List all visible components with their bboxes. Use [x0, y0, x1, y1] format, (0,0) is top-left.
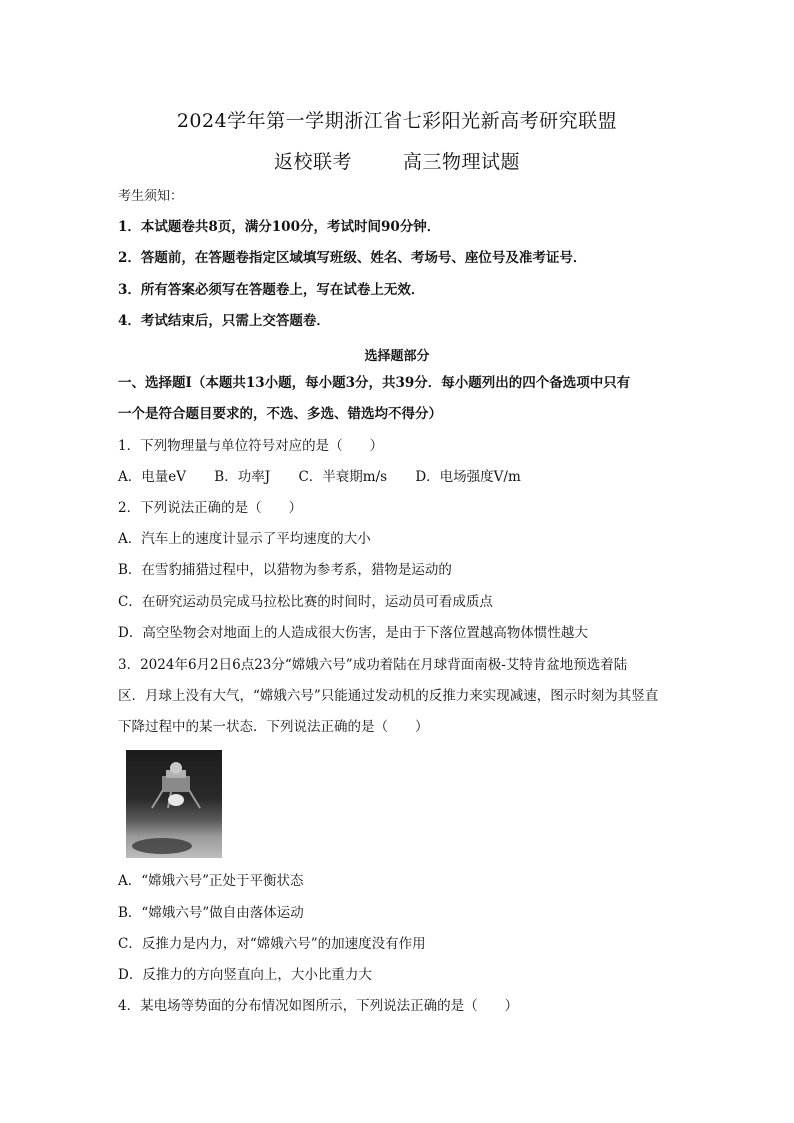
- q2-option-d: D．高空坠物会对地面上的人造成很大伤害，是由于下落位置越高物体惯性越大: [118, 625, 588, 641]
- lunar-lander-illustration: [126, 750, 222, 858]
- q2-option-a: A．汽车上的速度计显示了平均速度的大小: [118, 531, 371, 547]
- lander-leg-left: [152, 790, 163, 808]
- exam-title-line2: [0, 147, 794, 174]
- lander-body: [162, 776, 190, 792]
- q3-stem-line1: 3．2024年6月2日6点23分“嫦娥六号”成功着陆在月球背面南极-艾特肯盆地预选着陆: [118, 657, 628, 673]
- q3-option-d: D．反推力的方向竖直向上，大小比重力大: [118, 967, 372, 983]
- q3-stem-line2: 区．月球上没有大气，“嫦娥六号”只能通过发动机的反推力来实现减速，图示时刻为其竖直: [118, 688, 659, 704]
- q1-options: [118, 468, 545, 486]
- q1-option-d: D．电场强度V/m: [415, 469, 521, 485]
- q3-option-c: C．反推力是内力，对“嫦娥六号”的加速度没有作用: [118, 936, 426, 952]
- thruster-plume: [168, 794, 184, 806]
- lander-antenna: [170, 762, 182, 774]
- q2-option-b: B．在雪豹捕猎过程中，以猎物为参考系，猎物是运动的: [118, 562, 452, 578]
- exam-title-line1: 2024学年第一学期浙江省七彩阳光新高考研究联盟: [176, 110, 618, 132]
- notice-item-1: 1．本试题卷共8页，满分100分，考试时间90分钟．: [118, 219, 441, 235]
- exam-title-right: 高三物理试题: [403, 151, 521, 173]
- q1-option-a: A．电量eV: [118, 469, 186, 485]
- q1-option-b: B．功率J: [214, 469, 271, 485]
- section-title: 选择题部分: [364, 349, 430, 364]
- q2-stem: 2．下列说法正确的是（ ）: [118, 500, 303, 516]
- lunar-lander-photo: [126, 750, 222, 858]
- q4-stem: 4．某电场等势面的分布情况如图所示，下列说法正确的是（ ）: [118, 998, 519, 1014]
- q3-stem-line3: 下降过程中的某一状态．下列说法正确的是（ ）: [118, 719, 429, 735]
- notice-heading: 考生须知：: [118, 189, 184, 204]
- q3-option-b: B．“嫦娥六号”做自由落体运动: [118, 905, 304, 921]
- lander-shadow: [132, 838, 192, 854]
- section-intro-line1: 一、选择题Ⅰ（本题共13小题，每小题3分，共39分．每小题列出的四个备选项中只有: [118, 375, 631, 391]
- q3-option-a: A．“嫦娥六号”正处于平衡状态: [118, 873, 304, 889]
- notice-item-3: 3．所有答案必须写在答题卷上，写在试卷上无效．: [118, 282, 425, 298]
- q1-option-c: C．半衰期m/s: [298, 469, 388, 485]
- notice-item-4: 4．考试结束后，只需上交答题卷．: [118, 313, 330, 329]
- section-intro-line2: 一个是符合题目要求的，不选、多选、错选均不得分）: [118, 406, 442, 422]
- q2-option-c: C．在研究运动员完成马拉松比赛的时间时，运动员可看成质点: [118, 594, 493, 610]
- lander-leg-right: [189, 790, 200, 808]
- exam-title-left: 返校联考: [273, 151, 352, 173]
- q1-stem: 1．下列物理量与单位符号对应的是（ ）: [118, 438, 384, 454]
- notice-item-2: 2．答题前，在答题卷指定区域填写班级、姓名、考场号、座位号及准考证号．: [118, 250, 587, 266]
